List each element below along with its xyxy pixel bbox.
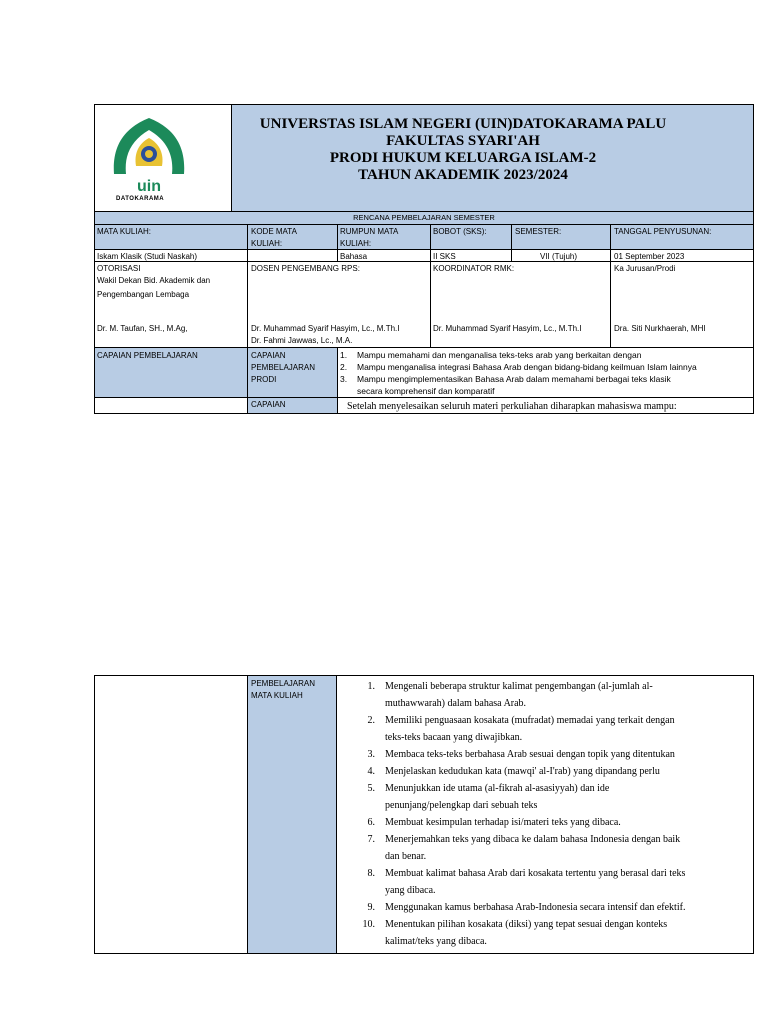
- capaian-prodi-label-1: CAPAIAN: [251, 351, 286, 360]
- label-kode-mata: KODE MATA: [251, 227, 297, 236]
- otorisasi-line2: Pengembangan Lembaga: [97, 290, 190, 299]
- cpmk-item-text: Membuat kalimat bahasa Arab dari kosakata tertentu yang berasal dari teks: [385, 868, 686, 879]
- cpmk-item-text: Membaca teks-teks berbahasa Arab sesuai dengan topik yang ditentukan: [385, 749, 675, 760]
- capaian-mk-label: CAPAIAN: [251, 400, 286, 409]
- logo-caption: DATOKARAMA: [116, 196, 165, 202]
- institution-title: UNIVERSTAS ISLAM NEGERI (UIN)DATOKARAMA PALU FAKULTAS SYARI'AH PRODI HUKUM KELUARGA ISLAM-2 TAHUN AKADEMIK 2023/2024: [259, 116, 667, 183]
- cpmk-label-1: PEMBELAJARAN: [251, 679, 316, 688]
- label-bobot: BOBOT (SKS):: [433, 227, 487, 236]
- label-rumpun-kuliah: KULIAH:: [340, 239, 372, 248]
- cpmk-item-text: Memiliki penguasaan kosakata (mufradat) memadai yang terkait dengan: [385, 715, 675, 726]
- label-rumpun-mata: RUMPUN MATA: [340, 227, 399, 236]
- label-kode-kuliah: KULIAH:: [251, 239, 283, 248]
- value-tanggal: 01 September 2023: [614, 252, 685, 261]
- capaian-item-3-cont: secara komprehensif dan komparatif: [357, 386, 495, 396]
- label-mata-kuliah: MATA KULIAH:: [97, 227, 151, 236]
- cpmk-item-text: Menunjukkan ide utama (al-fikrah al-asasiyyah) dan ide: [385, 783, 610, 794]
- cpmk-item-text: dan benar.: [385, 851, 427, 862]
- cpmk-item-text: Mengenali beberapa struktur kalimat pengembangan (al-jumlah al-: [385, 681, 653, 692]
- capaian-prodi-label-3: PRODI: [251, 375, 277, 384]
- cpmk-item-number: 1.: [367, 681, 375, 692]
- capaian-mk-text: Setelah menyelesaikan seluruh materi perkuliahan diharapkan mahasiswa mampu:: [347, 401, 677, 412]
- cpmk-item-text: Membuat kesimpulan terhadap isi/materi teks yang dibaca.: [385, 817, 621, 828]
- cpmk-item-text: Menggunakan kamus berbahasa Arab-Indonesia secara intensif dan efektif.: [385, 902, 686, 913]
- capaian-prodi-label-2: PEMBELAJARAN: [251, 363, 316, 372]
- cpmk-item-number: 2.: [367, 715, 375, 726]
- cpmk-label-cell: [248, 676, 336, 953]
- dosen-name-1: Dr. Muhammad Syarif Hasyim, Lc., M.Th.I: [251, 324, 400, 333]
- cpmk-item-text: penunjang/pelengkap dari sebuah teks: [385, 800, 538, 811]
- dosen-name-2: Dr. Fahmi Jawwas, Lc., M.A.: [251, 336, 353, 345]
- label-semester: SEMESTER:: [515, 227, 562, 236]
- cpmk-item-number: 7.: [367, 834, 375, 845]
- kajur-name: Dra. Siti Nurkhaerah, MHI: [614, 324, 706, 333]
- cpmk-item-number: 5.: [367, 783, 375, 794]
- cpmk-item-number: 9.: [367, 902, 375, 913]
- value-mata-kuliah: Iskam Klasik (Studi Naskah): [97, 252, 198, 261]
- cpmk-item-text: yang dibaca.: [385, 885, 436, 896]
- cpmk-item-text: teks-teks bacaan yang diwajibkan.: [385, 732, 523, 743]
- value-rumpun: Bahasa: [340, 252, 368, 261]
- capaian-label: CAPAIAN PEMBELAJARAN: [97, 351, 198, 360]
- cpmk-item-text: Menjelaskan kedudukan kata (mawqi' al-I'rab) yang dipandang perlu: [385, 766, 660, 777]
- cpmk-item-number: 10.: [362, 919, 375, 930]
- cpmk-item-text: muthawwarah) dalam bahasa Arab.: [385, 698, 527, 709]
- cpmk-item-number: 4.: [367, 766, 375, 777]
- uin-datokarama-logo: [104, 114, 194, 204]
- cpmk-item-number: 6.: [367, 817, 375, 828]
- cpmk-label-2: MATA KULIAH: [251, 691, 303, 700]
- cpmk-item-text: kalimat/teks yang dibaca.: [385, 936, 487, 947]
- cpmk-item-text: Menentukan pilihan kosakata (diksi) yang tepat sesuai dengan konteks: [385, 919, 668, 930]
- koordinator-name: Dr. Muhammad Syarif Hasyim, Lc., M.Th.I: [433, 324, 582, 333]
- label-tanggal: TANGGAL PENYUSUNAN:: [614, 227, 712, 236]
- cpmk-item-number: 3.: [367, 749, 375, 760]
- cpmk-item-number: 8.: [367, 868, 375, 879]
- kajur-label: Ka Jurusan/Prodi: [614, 264, 676, 273]
- cpmk-item-text: Menerjemahkan teks yang dibaca ke dalam bahasa Indonesia dengan baik: [385, 834, 681, 845]
- otorisasi-label: OTORISASI: [97, 264, 141, 273]
- koordinator-label: KOORDINATOR RMK:: [433, 264, 515, 273]
- value-bobot: II SKS: [433, 252, 456, 261]
- rps-title: RENCANA PEMBELAJARAN SEMESTER: [353, 213, 495, 222]
- value-semester: VII (Tujuh): [540, 252, 578, 261]
- dosen-label: DOSEN PENGEMBANG RPS:: [251, 264, 360, 273]
- svg-text:uin: uin: [137, 178, 161, 195]
- otorisasi-line1: Wakil Dekan Bid. Akademik dan: [97, 276, 211, 285]
- otorisasi-name: Dr. M. Taufan, SH., M.Ag,: [97, 324, 188, 333]
